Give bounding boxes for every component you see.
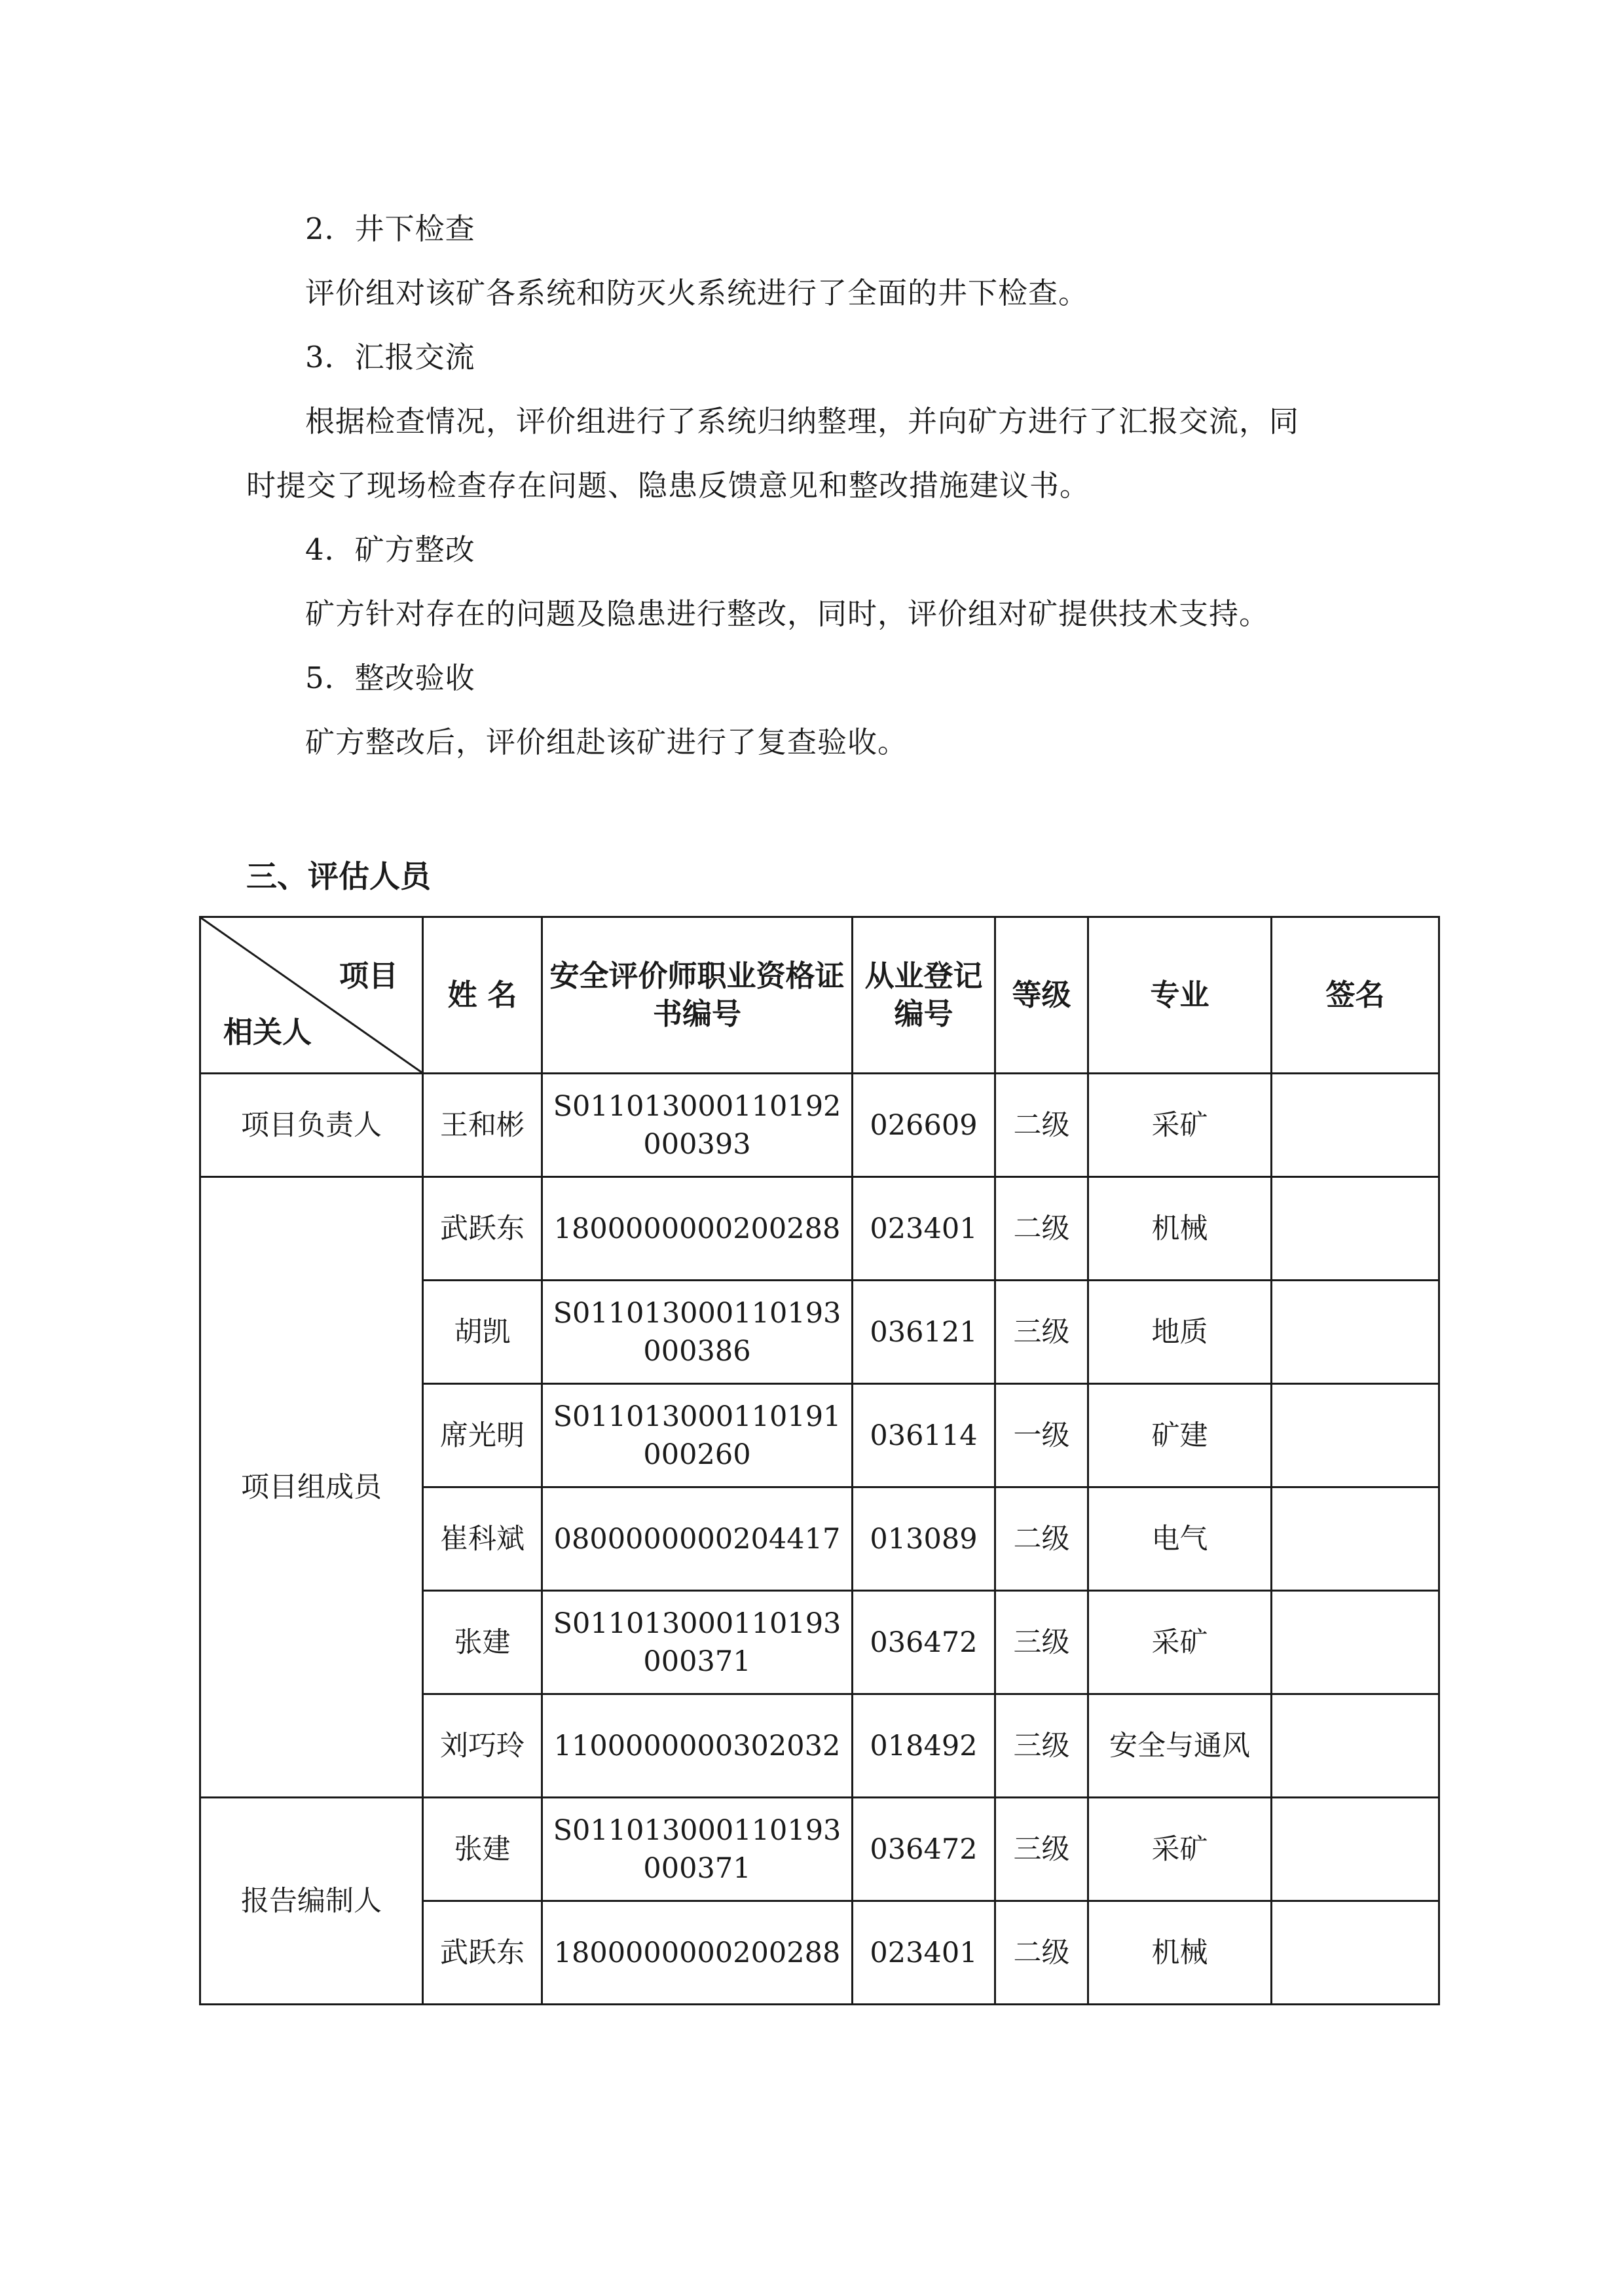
signature: [1272, 1798, 1439, 1901]
header-diagonal-cell: [200, 917, 423, 1074]
major: 矿建: [1088, 1384, 1272, 1487]
major: 地质: [1088, 1281, 1272, 1384]
role-cell: 项目组成员: [200, 1177, 423, 1798]
level: 二级: [995, 1901, 1088, 2005]
level: 一级: [995, 1384, 1088, 1487]
signature: [1272, 1384, 1439, 1487]
cert-number: 1100000000302032: [542, 1694, 853, 1798]
signature: [1272, 1901, 1439, 2005]
staff-table: [199, 916, 1440, 2005]
cert-number: S011013000110193000386: [542, 1281, 853, 1384]
paragraph-underground-check: 评价组对该矿各系统和防灭火系统进行了全面的井下检查。: [305, 276, 1089, 310]
level: 三级: [995, 1591, 1088, 1694]
header-related-person: 相关人: [223, 1015, 312, 1049]
major: 采矿: [1088, 1798, 1272, 1901]
cert-number: S011013000110193000371: [542, 1591, 853, 1694]
level: 二级: [995, 1074, 1088, 1177]
cert-number: S011013000110191000260: [542, 1384, 853, 1487]
level: 二级: [995, 1177, 1088, 1281]
table-row: [200, 1074, 1439, 1177]
signature: [1272, 1281, 1439, 1384]
registration-number: 018492: [853, 1694, 995, 1798]
subheading-mine-rectification: 4．矿方整改: [305, 532, 475, 567]
level: 三级: [995, 1798, 1088, 1901]
registration-number: 023401: [853, 1177, 995, 1281]
member-name: 席光明: [423, 1384, 542, 1487]
cert-number: S011013000110193000371: [542, 1798, 853, 1901]
header-reg: 从业登记编号: [853, 917, 995, 1074]
cert-number: 1800000000200288: [542, 1177, 853, 1281]
member-name: 武跃东: [423, 1177, 542, 1281]
header-level: 等级: [995, 917, 1088, 1074]
major: 采矿: [1088, 1591, 1272, 1694]
registration-number: 036114: [853, 1384, 995, 1487]
paragraph-report-exchange-line2: 时提交了现场检查存在问题、隐患反馈意见和整改措施建议书。: [246, 468, 1090, 503]
registration-number: 036472: [853, 1591, 995, 1694]
paragraph-acceptance: 矿方整改后，评价组赴该矿进行了复查验收。: [305, 725, 908, 759]
paragraph-report-exchange-line1: 根据检查情况，评价组进行了系统归纳整理，并向矿方进行了汇报交流，同: [305, 404, 1300, 439]
registration-number: 036472: [853, 1798, 995, 1901]
role-cell: 项目负责人: [200, 1074, 423, 1177]
table-row: [200, 1177, 1439, 1281]
section-heading: 三、评估人员: [246, 859, 431, 895]
subheading-underground-check: 2．井下检查: [305, 211, 475, 246]
major: 电气: [1088, 1487, 1272, 1591]
header-name: 姓 名: [423, 917, 542, 1074]
major: 机械: [1088, 1901, 1272, 2005]
cert-number: S011013000110192000393: [542, 1074, 853, 1177]
signature: [1272, 1591, 1439, 1694]
member-name: 崔科斌: [423, 1487, 542, 1591]
header-cert: 安全评价师职业资格证书编号: [542, 917, 853, 1074]
registration-number: 026609: [853, 1074, 995, 1177]
header-major: 专业: [1088, 917, 1272, 1074]
table-row: [200, 1798, 1439, 1901]
member-name: 武跃东: [423, 1901, 542, 2005]
header-project: 项目: [339, 958, 398, 993]
member-name: 刘巧玲: [423, 1694, 542, 1798]
signature: [1272, 1487, 1439, 1591]
member-name: 胡凯: [423, 1281, 542, 1384]
subheading-report-exchange: 3．汇报交流: [305, 340, 475, 374]
member-name: 王和彬: [423, 1074, 542, 1177]
major: 采矿: [1088, 1074, 1272, 1177]
level: 三级: [995, 1281, 1088, 1384]
level: 二级: [995, 1487, 1088, 1591]
registration-number: 013089: [853, 1487, 995, 1591]
registration-number: 036121: [853, 1281, 995, 1384]
role-cell: 报告编制人: [200, 1798, 423, 2005]
paragraph-mine-rectification: 矿方针对存在的问题及隐患进行整改，同时，评价组对矿提供技术支持。: [305, 596, 1270, 631]
signature: [1272, 1694, 1439, 1798]
cert-number: 0800000000204417: [542, 1487, 853, 1591]
subheading-acceptance: 5．整改验收: [305, 661, 475, 695]
level: 三级: [995, 1694, 1088, 1798]
signature: [1272, 1074, 1439, 1177]
member-name: 张建: [423, 1798, 542, 1901]
header-sign: 签名: [1272, 917, 1439, 1074]
major: 安全与通风: [1088, 1694, 1272, 1798]
registration-number: 023401: [853, 1901, 995, 2005]
signature: [1272, 1177, 1439, 1281]
major: 机械: [1088, 1177, 1272, 1281]
member-name: 张建: [423, 1591, 542, 1694]
cert-number: 1800000000200288: [542, 1901, 853, 2005]
table-header-row: [200, 917, 1439, 1074]
